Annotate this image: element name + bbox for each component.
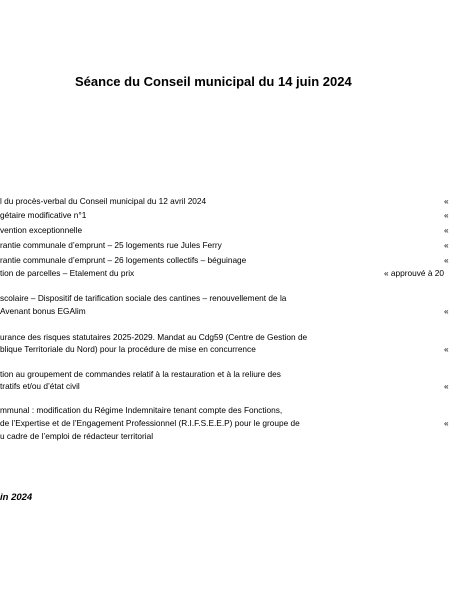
agenda-item-status: « xyxy=(444,255,449,265)
document-footer-date: in 2024 xyxy=(0,492,33,503)
agenda-item-status: « xyxy=(444,196,449,206)
agenda-item-status: « xyxy=(444,210,449,220)
document-title: Séance du Conseil municipal du 14 juin 2024 xyxy=(75,74,352,89)
agenda-item-status: « xyxy=(444,306,449,316)
agenda-item-status: « xyxy=(444,240,449,250)
agenda-item-line: l du procès-verbal du Conseil municipal du 12 avril 2024 xyxy=(0,196,207,206)
agenda-item-line: gétaire modificative n°1 xyxy=(0,210,87,220)
agenda-item-line: Avenant bonus EGAlim xyxy=(0,306,86,316)
agenda-item-line: tion au groupement de commandes relatif à la restauration et à la reliure des xyxy=(0,369,281,379)
agenda-item-line: urance des risques statutaires 2025-2029. Mandat au Cdg59 (Centre de Gestion de xyxy=(0,332,308,342)
agenda-item-status: « xyxy=(444,381,449,391)
agenda-item-status: « xyxy=(444,344,449,354)
agenda-item-line: tion de parcelles – Etalement du prix xyxy=(0,268,135,278)
agenda-item-line: de l’Expertise et de l’Engagement Professionnel (R.I.F.S.E.E.P) pour le groupe de xyxy=(0,418,300,428)
agenda-item-line: tratifs et/ou d’état civil xyxy=(0,381,80,391)
agenda-item-line: rantie communale d’emprunt – 26 logements collectifs – béguinage xyxy=(0,255,247,265)
agenda-item-line: blique Territoriale du Nord) pour la procédure de mise en concurrence xyxy=(0,344,256,354)
agenda-item-line: mmunal : modification du Régime Indemnitaire tenant compte des Fonctions, xyxy=(0,405,283,415)
agenda-item-line: vention exceptionnelle xyxy=(0,225,83,235)
agenda-item-status: « approuvé à 20 xyxy=(384,268,444,278)
agenda-item-status: « xyxy=(444,418,449,428)
agenda-item-line: rantie communale d’emprunt – 25 logements rue Jules Ferry xyxy=(0,240,222,250)
agenda-item-line: u cadre de l’emploi de rédacteur territorial xyxy=(0,431,154,441)
agenda-item-line: scolaire – Dispositif de tarification sociale des cantines – renouvellement de la xyxy=(0,293,287,303)
agenda-item-status: « xyxy=(444,225,449,235)
